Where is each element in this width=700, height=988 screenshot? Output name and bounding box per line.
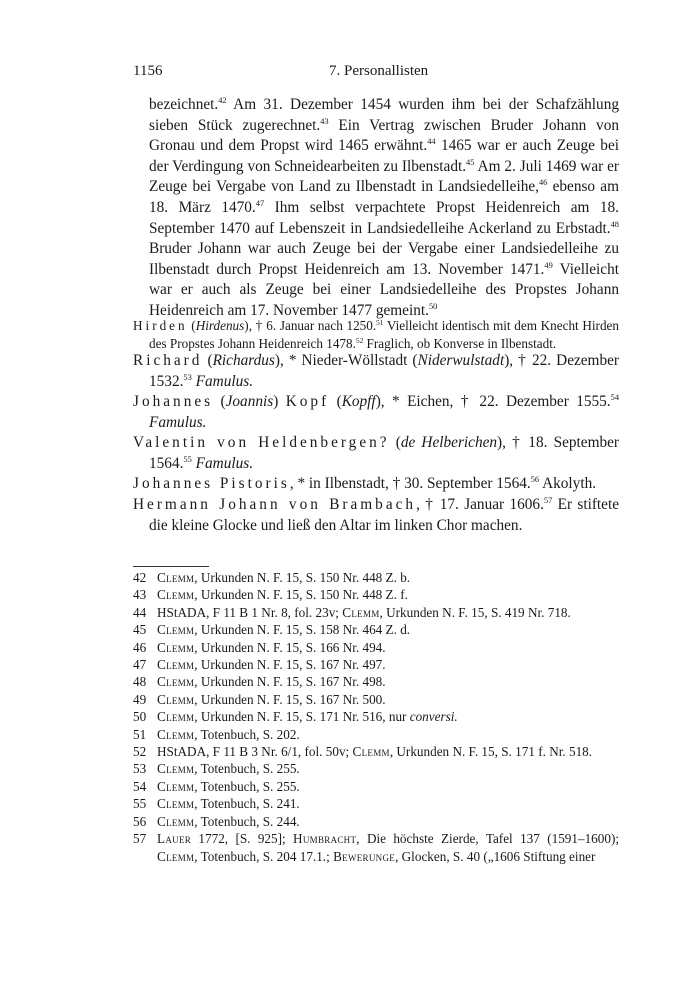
entry-valentin: Valentin von Heldenbergen? (de Helberichen), † 18. September 1564.55 Famulus. [133,434,619,472]
page-number: 1156 [133,63,163,79]
entry-brambach: Hermann Johann von Brambach, † 17. Januar 1606.57 Er stiftete die kleine Glocke und ließ den Altar im linken Chor machen. [133,496,620,534]
footnote: 47 Clemm, Urkunden N. F. 15, S. 167 Nr. 497. [133,657,386,673]
running-header [133,63,619,85]
entry-richard: Richard (Richardus), * Nieder-Wöllstadt (Niderwulstadt), † 22. Dezember 1532.53 Famulus. [133,352,619,390]
entry-name: Johannes [133,393,214,410]
entry-hirden: Hirden (Hirdenus), † 6. Januar nach 1250.51 Vielleicht identisch mit dem Knecht Hirden des Propstes Johann Heidenreich 1478.52 Fraglich, ob Konverse in Ilbenstadt. [133,318,619,351]
footnote: 56 Clemm, Totenbuch, S. 244. [133,813,300,829]
footnote-rule [133,566,209,567]
footnote: 45 Clemm, Urkunden N. F. 15, S. 158 Nr. 464 Z. d. [133,622,411,638]
footnote: 46 Clemm, Urkunden N. F. 15, S. 166 Nr. 494. [133,639,386,655]
footnotes [133,569,619,865]
footnote: 54 Clemm, Totenbuch, S. 255. [133,778,300,794]
footnote: 49 Clemm, Urkunden N. F. 15, S. 167 Nr. 500. [133,691,386,707]
entry-name: Valentin von Heldenbergen? [133,434,390,451]
running-title: 7. Personallisten [329,63,429,79]
footnote: 51 Clemm, Totenbuch, S. 202. [133,726,300,742]
entry-pistoris: Johannes Pistoris, * in Ilbenstadt, † 30. September 1564.56 Akolyth. [133,475,597,492]
entry-name: Richard [133,352,203,369]
entry-name: Hermann Johann von Brambach [133,496,417,513]
footnote-57: 57 Lauer 1772, [S. 925]; Humbracht, Die höchste Zierde, Tafel 137 (1591–1600); Clemm, Totenbuch, S. 204 17.1.; Bewerunge, Glocken, S. 40 („1606 Stiftung einer [133,831,620,864]
entry-name: Hirden [133,318,188,333]
footnote: 42 Clemm, Urkunden N. F. 15, S. 150 Nr. 448 Z. b. [133,570,411,585]
entry-name: Johannes Pistoris [133,475,290,492]
entry-kopf: Johannes (Joannis) Kopf (Kopff), * Eichen, † 22. Dezember 1555.54 Famulus. [133,393,620,431]
footnote: 53 Clemm, Totenbuch, S. 255. [133,761,300,777]
footnote: 44 HStADA, F 11 B 1 Nr. 8, fol. 23v; Clemm, Urkunden N. F. 15, S. 419 Nr. 718. [133,604,571,620]
footnote: 50 Clemm, Urkunden N. F. 15, S. 171 Nr. 516, nur conversi. [133,709,458,725]
footnote: 48 Clemm, Urkunden N. F. 15, S. 167 Nr. 498. [133,674,386,690]
main-paragraph: bezeichnet.$^{42}$ Am 31. Dezember 1454 wurden ihm bei der Schafzählung sieben Stück zugerechnet.$^{43}$ Ein Vertrag zwischen Bruder Johann von Gronau und dem Propst wird 1465 erwähnt.$^{44}$ 1465 war er auch Zeuge bei der Verdingung von Schneidearbeiten zu Ilbenstadt.$^{45}$ Am 2. Juli 1469 war er Zeuge bei Vergabe von Land zu Ilbenstadt in Landsiedelleihe,$^{46}$ ebenso am 18. März 1470.47 Ihm selbst verpachtete Propst Heidenreich am 18. September 1470 auf Lebenszeit in Landsiedelleihe Ackerland zu Erbstadt.$^{48}$ Bruder Johann war auch Zeuge bei der Vergabe einer Landsiedelleihe zu Ilbenstadt durch Propst Heidenreich am 13. November 1471.49 Vielleicht war er auch als Zeuge bei einer Landsiedelleihe des Propstes Johann Heidenreich am 17. November 1477 gemeint.$^{50}$ [149,96,620,319]
footnote: 52 HStADA, F 11 B 3 Nr. 6/1, fol. 50v; Clemm, Urkunden N. F. 15, S. 171 f. Nr. 518. [133,744,593,760]
footnote: 55 Clemm, Totenbuch, S. 241. [133,796,300,812]
footnote: 43 Clemm, Urkunden N. F. 15, S. 150 Nr. 448 Z. f. [133,587,408,603]
